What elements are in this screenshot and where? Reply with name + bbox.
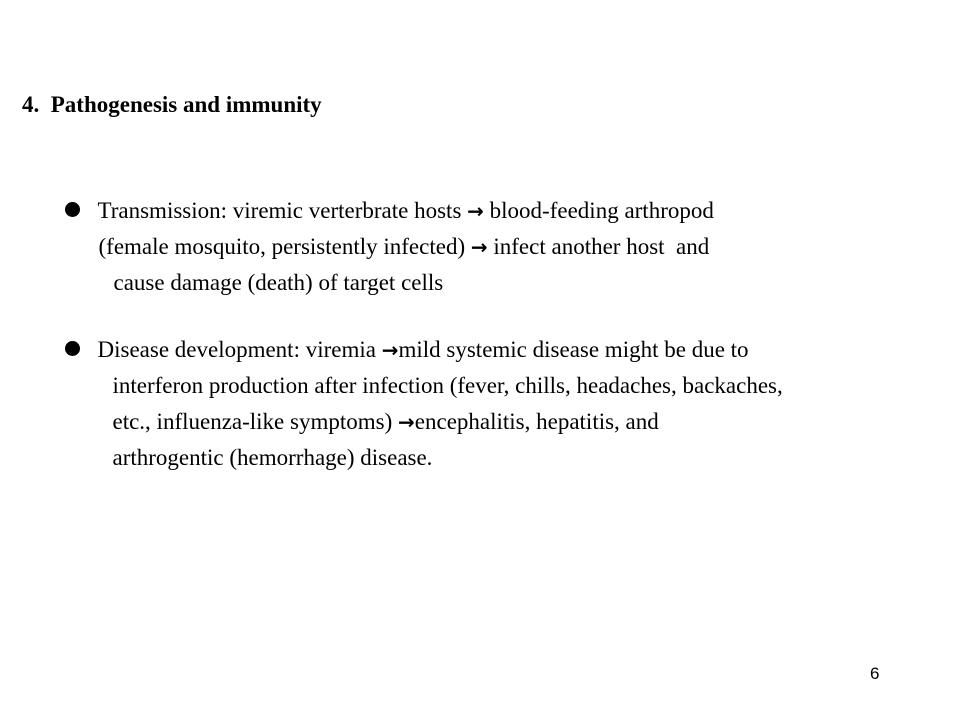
right-arrow-icon: → bbox=[470, 235, 488, 259]
right-arrow-icon: → bbox=[381, 338, 399, 362]
line-text: Transmission: viremic verterbrate hosts bbox=[97, 198, 468, 223]
line-text: arthrogentic (hemorrhage) disease. bbox=[112, 445, 433, 470]
line-text: blood-feeding arthropod bbox=[483, 198, 714, 223]
bullet-point-icon bbox=[65, 341, 80, 356]
bullet-disease-development bbox=[30, 296, 783, 470]
section-heading: 4. Pathogenesis and immunity bbox=[22, 92, 322, 117]
line-text: cause damage (death) of target cells bbox=[113, 270, 444, 295]
bullet-line bbox=[30, 157, 714, 223]
line-text: etc., influenza-like symptoms) bbox=[112, 409, 399, 434]
bullet-line bbox=[30, 296, 783, 362]
line-text: Disease development: viremia bbox=[97, 337, 382, 362]
line-text: interferon production after infection (fever, chills, headaches, backaches, bbox=[112, 373, 783, 398]
right-arrow-icon: → bbox=[467, 199, 484, 223]
line-text: encephalitis, hepatitis, and bbox=[414, 409, 659, 434]
bullet-point-icon bbox=[65, 202, 80, 217]
line-text: infect another host and bbox=[487, 234, 710, 259]
page-number: 6 bbox=[870, 664, 880, 683]
bullet-transmission bbox=[30, 157, 714, 295]
line-text: (female mosquito, persistently infected) bbox=[98, 234, 471, 259]
right-arrow-icon: → bbox=[398, 410, 415, 434]
line-text: mild systemic disease might be due to bbox=[398, 337, 749, 362]
